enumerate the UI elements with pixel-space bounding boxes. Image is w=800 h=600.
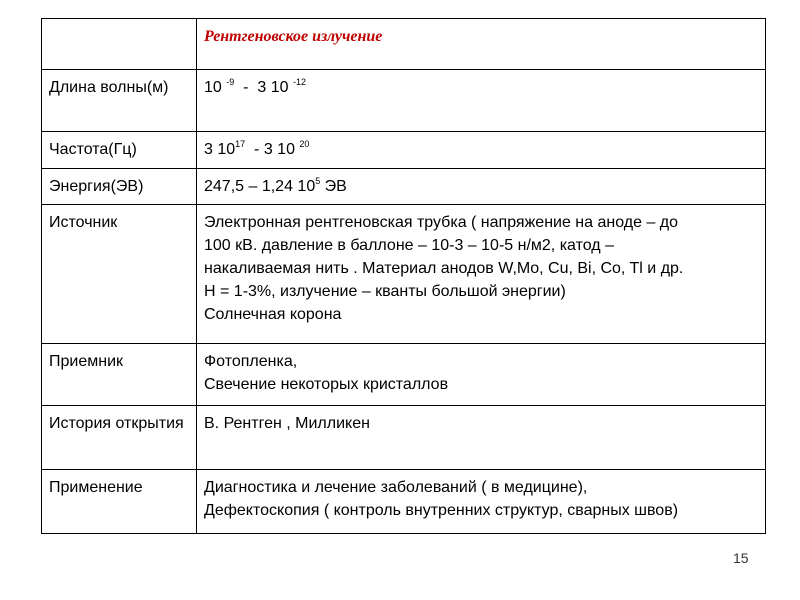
receiver-value (197, 344, 766, 406)
history-row (42, 406, 766, 470)
source-line: Электронная рентгеновская трубка ( напряжение на аноде – до (204, 214, 679, 231)
wavelength-value (197, 70, 766, 132)
receiver-row (42, 344, 766, 406)
wavelength-sep: - 3 10 (234, 79, 293, 96)
page-number: 15 (733, 550, 749, 566)
history-label: История открытия (42, 406, 197, 470)
source-row (42, 205, 766, 344)
frequency-value (197, 132, 766, 169)
frequency-a-exp: 17 (235, 138, 246, 149)
wavelength-a: 10 (204, 79, 227, 96)
source-value (197, 205, 766, 344)
source-line: накаливаемая нить . Материал анодов W,Mo, Cu, Bi, Co, Tl и др. (204, 260, 684, 277)
wavelength-a-exp: -9 (226, 76, 235, 87)
wavelength-b-exp: -12 (292, 76, 306, 87)
source-line: 100 кВ. давление в баллоне – 10-3 – 10-5 н/м2, катод – (204, 237, 614, 254)
source-label: Источник (42, 205, 197, 344)
header-row (42, 19, 766, 70)
receiver-line: Фотопленка, (204, 353, 298, 370)
wavelength-row (42, 70, 766, 132)
energy-row (42, 169, 766, 205)
history-value: В. Рентген , Милликен (197, 406, 766, 470)
xray-table (41, 18, 766, 534)
energy-label: Энергия(ЭВ) (42, 169, 197, 205)
application-line: Диагностика и лечение заболеваний ( в медицине), (204, 479, 588, 496)
frequency-b-exp: 20 (299, 138, 310, 149)
frequency-a: 3 10 (204, 141, 236, 158)
column-title: Рентгеновское излучение (204, 28, 383, 45)
application-line: Дефектоскопия ( контроль внутренних структур, сварных швов) (204, 502, 679, 519)
energy-value (197, 169, 766, 205)
receiver-label: Приемник (42, 344, 197, 406)
source-line: Н = 1-3%, излучение – кванты большой энергии) (204, 283, 566, 300)
energy-a-exp: 5 (315, 175, 321, 186)
energy-a: 247,5 – 1,24 10 (204, 178, 316, 195)
receiver-line: Свечение некоторых кристаллов (204, 376, 449, 393)
application-value (197, 470, 766, 534)
frequency-row (42, 132, 766, 169)
source-line: Солнечная корона (204, 306, 342, 323)
energy-b: ЭВ (320, 178, 347, 195)
frequency-sep: - 3 10 (245, 141, 300, 158)
application-label: Применение (42, 470, 197, 534)
application-row (42, 470, 766, 534)
frequency-label: Частота(Гц) (42, 132, 197, 169)
header-title-cell (197, 19, 766, 70)
header-empty-cell (42, 19, 197, 70)
wavelength-label: Длина волны(м) (42, 70, 197, 132)
